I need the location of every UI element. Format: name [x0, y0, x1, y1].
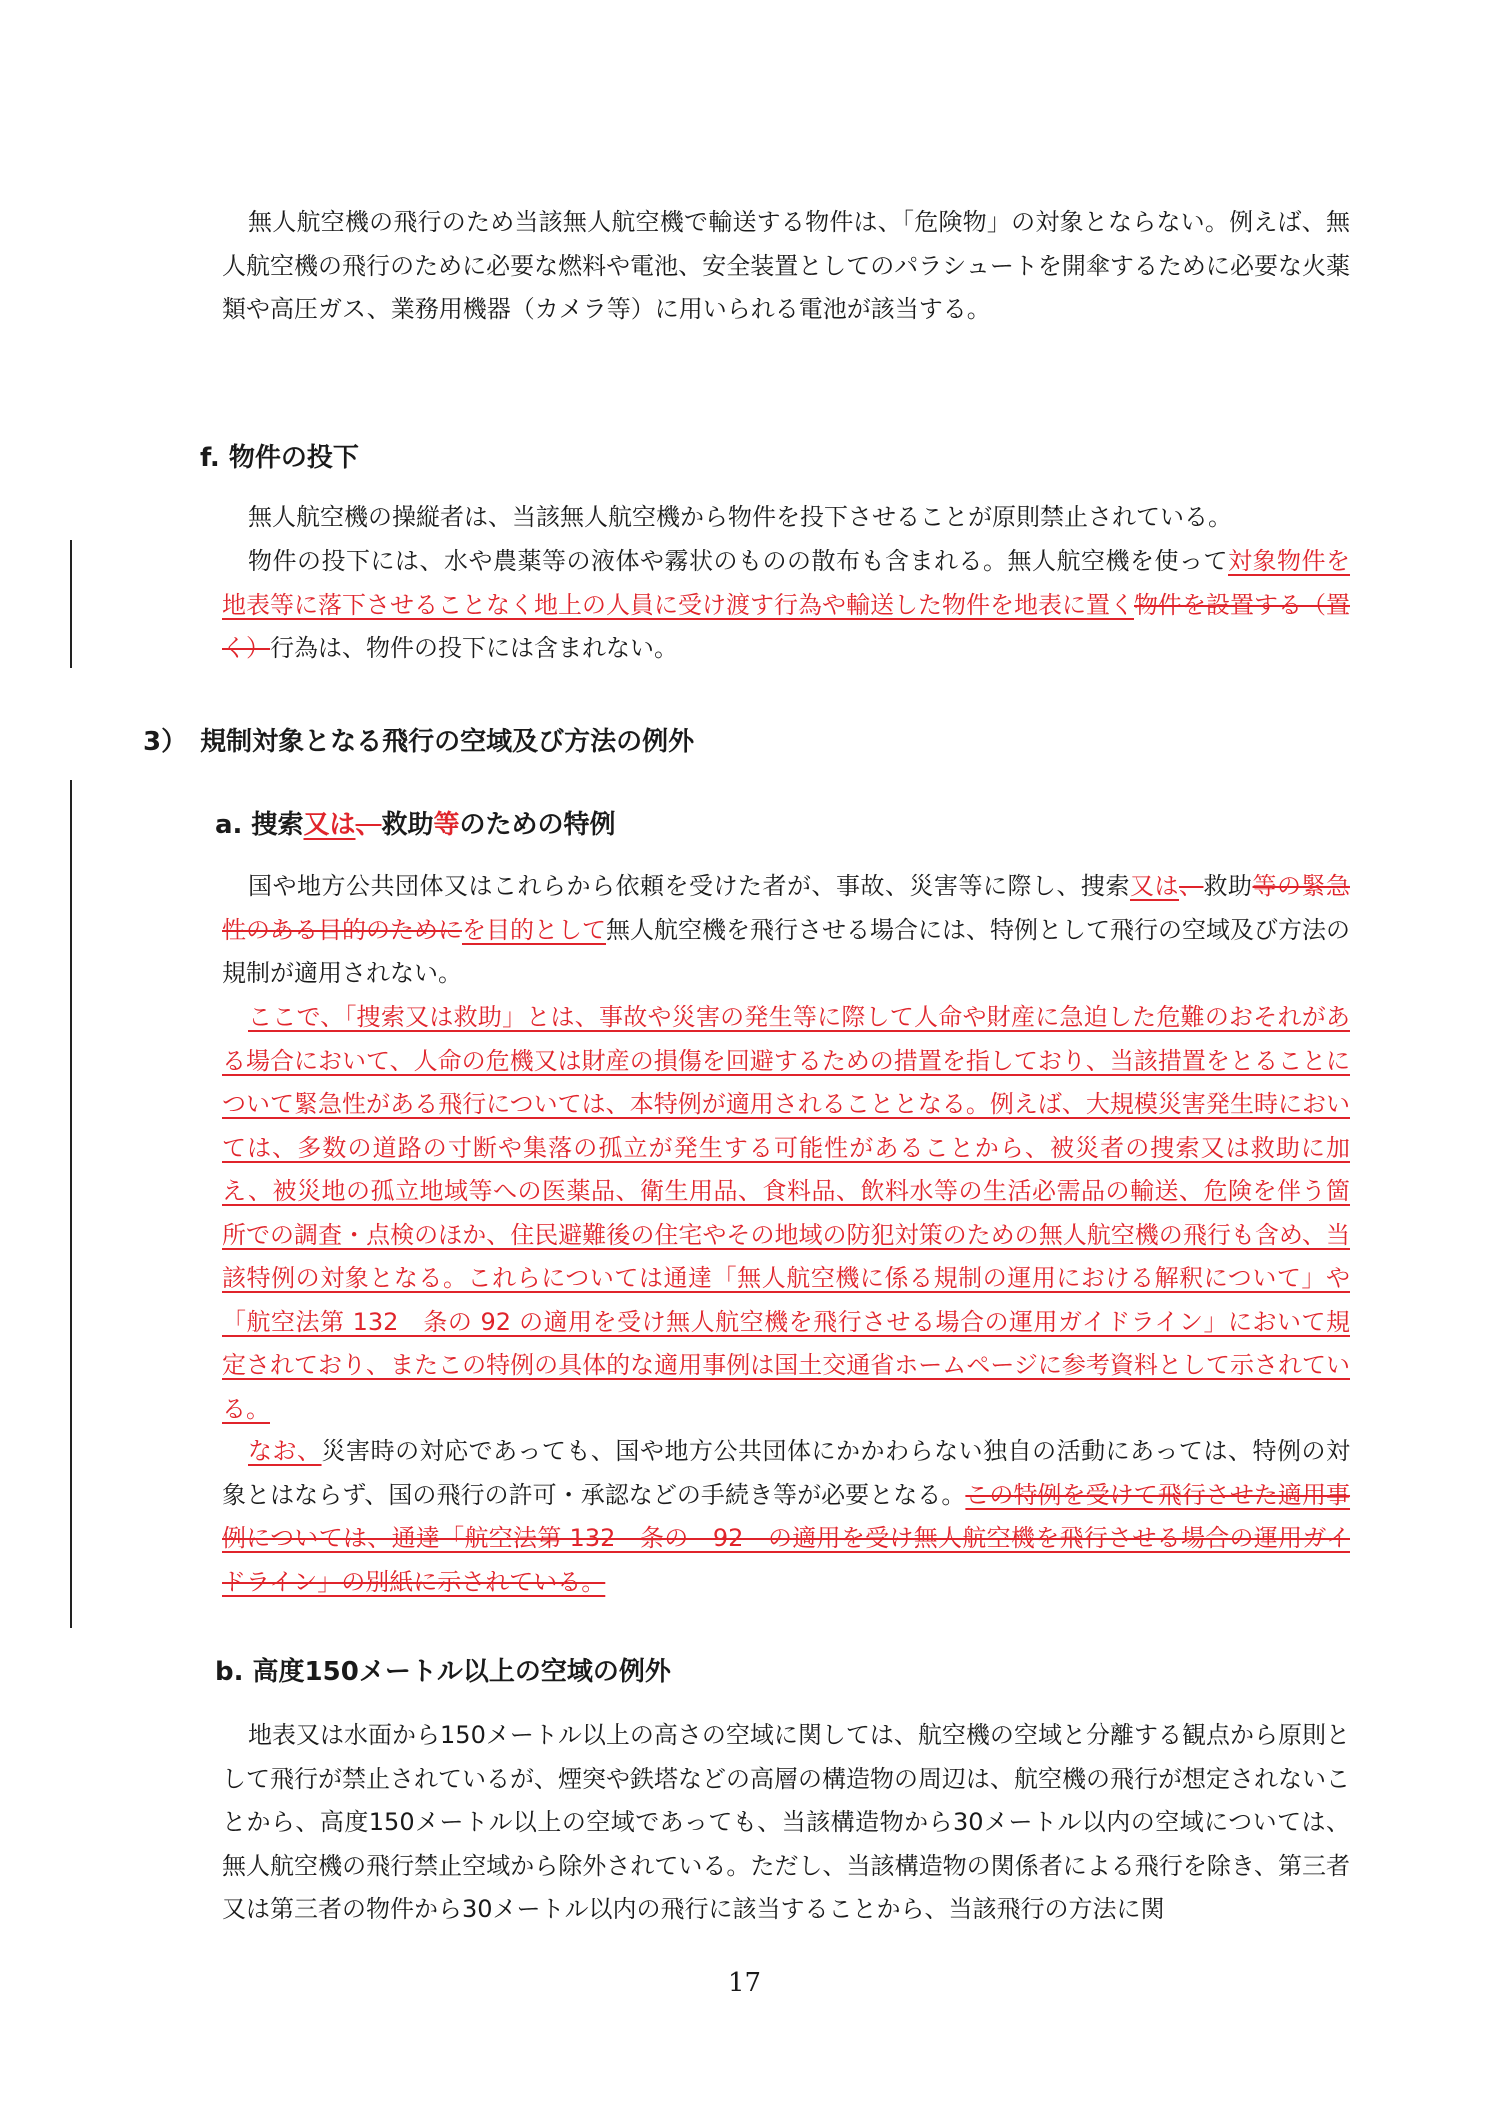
inserted-text: 又は: [303, 810, 356, 840]
text-run: 救助: [1203, 872, 1253, 900]
section-b-heading: b. 高度150メートル以上の空域の例外: [215, 1657, 671, 1687]
section-a-heading: [215, 807, 616, 843]
inserted-text: 等: [433, 810, 460, 840]
inserted-text: 対象物件を地表等に落下させることなく地上の人員に受け渡す行為や輸送した物件を地表に置く: [222, 547, 1350, 619]
deleted-text: この特例を受けて飛行させた適用事例については、通達「航空法第 132 条の 92 の適用を受け無人航空機を飛行させる場合の運用ガイドライン」の別紙に示されている。: [222, 1480, 1351, 1596]
section-f-paragraph-1: 無人航空機の操縦者は、当該無人航空機から物件を投下させることが原則禁止されている。: [248, 503, 1232, 531]
cargo-paragraph: 無人航空機の飛行のため当該無人航空機で輸送する物件は、「危険物」の対象とならない。例えば、無人航空機の飛行のために必要な燃料や電池、安全装置としてのパラシュートを開傘するために必要な火薬類や高圧ガス、業務用機器（カメラ等）に用いられる電池が該当する。: [222, 208, 1350, 323]
heading-text: 救助: [381, 810, 434, 840]
text-run: 国や地方公共団体又はこれらから依頼を受けた者が、事故、災害等に際し、捜索: [248, 872, 1130, 900]
text-run: 無人航空機を飛行させる場合には、特例として飛行の空域及び方法の規制が適用されない。: [222, 915, 1350, 987]
heading-text: のための特例: [459, 810, 616, 840]
text-run: 物件の投下には、水や農薬等の液体や霧状のものの散布も含まれる。無人航空機を使って: [248, 547, 1228, 575]
page-number: 17: [727, 1968, 762, 1998]
deleted-text: 物件を設置する（置く）: [222, 590, 1350, 662]
revision-bar: [70, 780, 72, 1628]
section-f-heading: f. 物件の投下: [200, 443, 359, 473]
deleted-text: 、: [355, 810, 382, 840]
inserted-text: ここで、「捜索又は救助」とは、事故や災害の発生等に際して人命や財産に急迫した危難のおそれがある場合において、人命の危機又は財産の損傷を回避するための措置を指しており、当該措置をとることについて緊急性がある飛行については、本特例が適用されることとなる。例えば、大規模災害発生時においては、多数の道路の寸断や集落の孤立が発生する可能性があることから、被災者の捜索又は救助に加え、被災地の孤立地域等への医薬品、衛生用品、食料品、飲料水等の生活必需品の輸送、危険を伴う箇所での調査・点検のほか、住民避難後の住宅やその地域の防犯対策のための無人航空機の飛行も含め、当該特例の対象となる。これらについては通達「無人航空機に係る規制の運用における解釈について」や「航空法第 132 条の 92 の適用を受け無人航空機を飛行させる場合の運用ガイドライン」において規定されており、またこの特例の具体的な適用事例は国土交通省ホームページに参考資料として示されている。: [222, 1003, 1350, 1423]
section-f-paragraph-2: [222, 540, 1350, 671]
section-a-paragraph-2: [222, 996, 1350, 1431]
heading-text: a. 捜索: [215, 810, 304, 840]
deleted-text: 、: [1179, 872, 1204, 900]
section-a-paragraph-1: [222, 865, 1350, 996]
text-run: 災害時の対応であっても、国や地方公共団体にかかわらない独自の活動にあっては、特例の対象とはならず、国の飛行の許可・承認などの手続き等が必要となる。: [222, 1437, 1351, 1509]
inserted-text: を目的として: [462, 915, 606, 944]
inserted-text: 又は: [1130, 872, 1179, 900]
section-a-paragraph-3: [222, 1430, 1350, 1604]
text-run: 行為は、物件の投下には含まれない。: [270, 634, 678, 662]
inserted-text: なお、: [248, 1437, 322, 1465]
section-3-heading: 3） 規制対象となる飛行の空域及び方法の例外: [143, 727, 695, 757]
deleted-text: 等の緊急性のある目的のために: [222, 872, 1350, 944]
revision-bar: [70, 540, 72, 668]
section-b-paragraph-1: 地表又は水面から150メートル以上の高さの空域に関しては、航空機の空域と分離する観点から原則として飛行が禁止されているが、煙突や鉄塔などの高層の構造物の周辺は、航空機の飛行が想定されないことから、高度150メートル以上の空域であっても、当該構造物から30メートル以内の空域については、無人航空機の飛行禁止空域から除外されている。ただし、当該構造物の関係者による飛行を除き、第三者又は第三者の物件から30メートル以内の飛行に該当することから、当該飛行の方法に関: [222, 1721, 1350, 1923]
